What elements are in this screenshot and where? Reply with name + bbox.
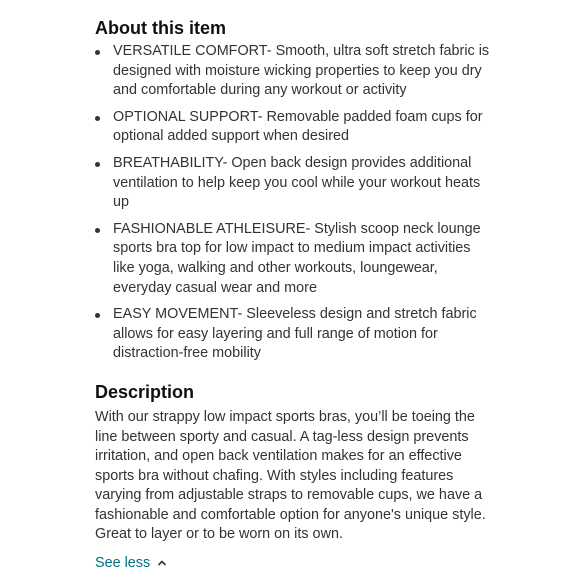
feature-text: FASHIONABLE ATHLEISURE- Stylish scoop neck lounge sports bra top for low impact to medium impact activities like yoga, walking and other workouts, loungewear, everyday casual wear and more — [113, 220, 481, 296]
about-heading: About this item — [95, 18, 226, 38]
feature-bullet — [95, 108, 495, 147]
feature-bullet — [95, 305, 495, 364]
product-details — [95, 16, 495, 572]
bullet-dot-icon — [95, 313, 100, 318]
description-text: With our strappy low impact sports bras, you’ll be toeing the line between sporty and casual. A tag-less design prevents irritation, and open back ventilation makes for an effective sports bra without chafing. With styles including features varying from adjustable straps to removable cups, we have a fashionable and comfortable option for anyone's unique style. Great to layer or to be worn on its own. — [95, 408, 486, 543]
feature-bullet — [95, 220, 495, 298]
feature-bullet — [95, 42, 495, 101]
bullet-dot-icon — [95, 228, 100, 233]
see-less-label: See less — [95, 555, 151, 572]
feature-text: VERSATILE COMFORT- Smooth, ultra soft stretch fabric is designed with moisture wicking properties to keep you dry and comfortable during any workout or activity — [113, 43, 490, 99]
bullet-dot-icon — [95, 50, 100, 55]
chevron-up-icon — [157, 558, 167, 568]
feature-text: BREATHABILITY- Open back design provides additional ventilation to help keep you cool while your workout heats up — [113, 154, 481, 211]
feature-list — [95, 42, 495, 364]
see-less-link[interactable] — [95, 555, 167, 571]
bullet-dot-icon — [95, 162, 100, 167]
description-heading: Description — [95, 381, 195, 402]
feature-bullet — [95, 154, 495, 213]
bullet-dot-icon — [95, 116, 100, 121]
feature-text: EASY MOVEMENT- Sleeveless design and stretch fabric allows for easy layering and full range of motion for distraction-free mobility — [113, 306, 477, 362]
feature-text: OPTIONAL SUPPORT- Removable padded foam cups for optional added support when desired — [113, 108, 483, 145]
